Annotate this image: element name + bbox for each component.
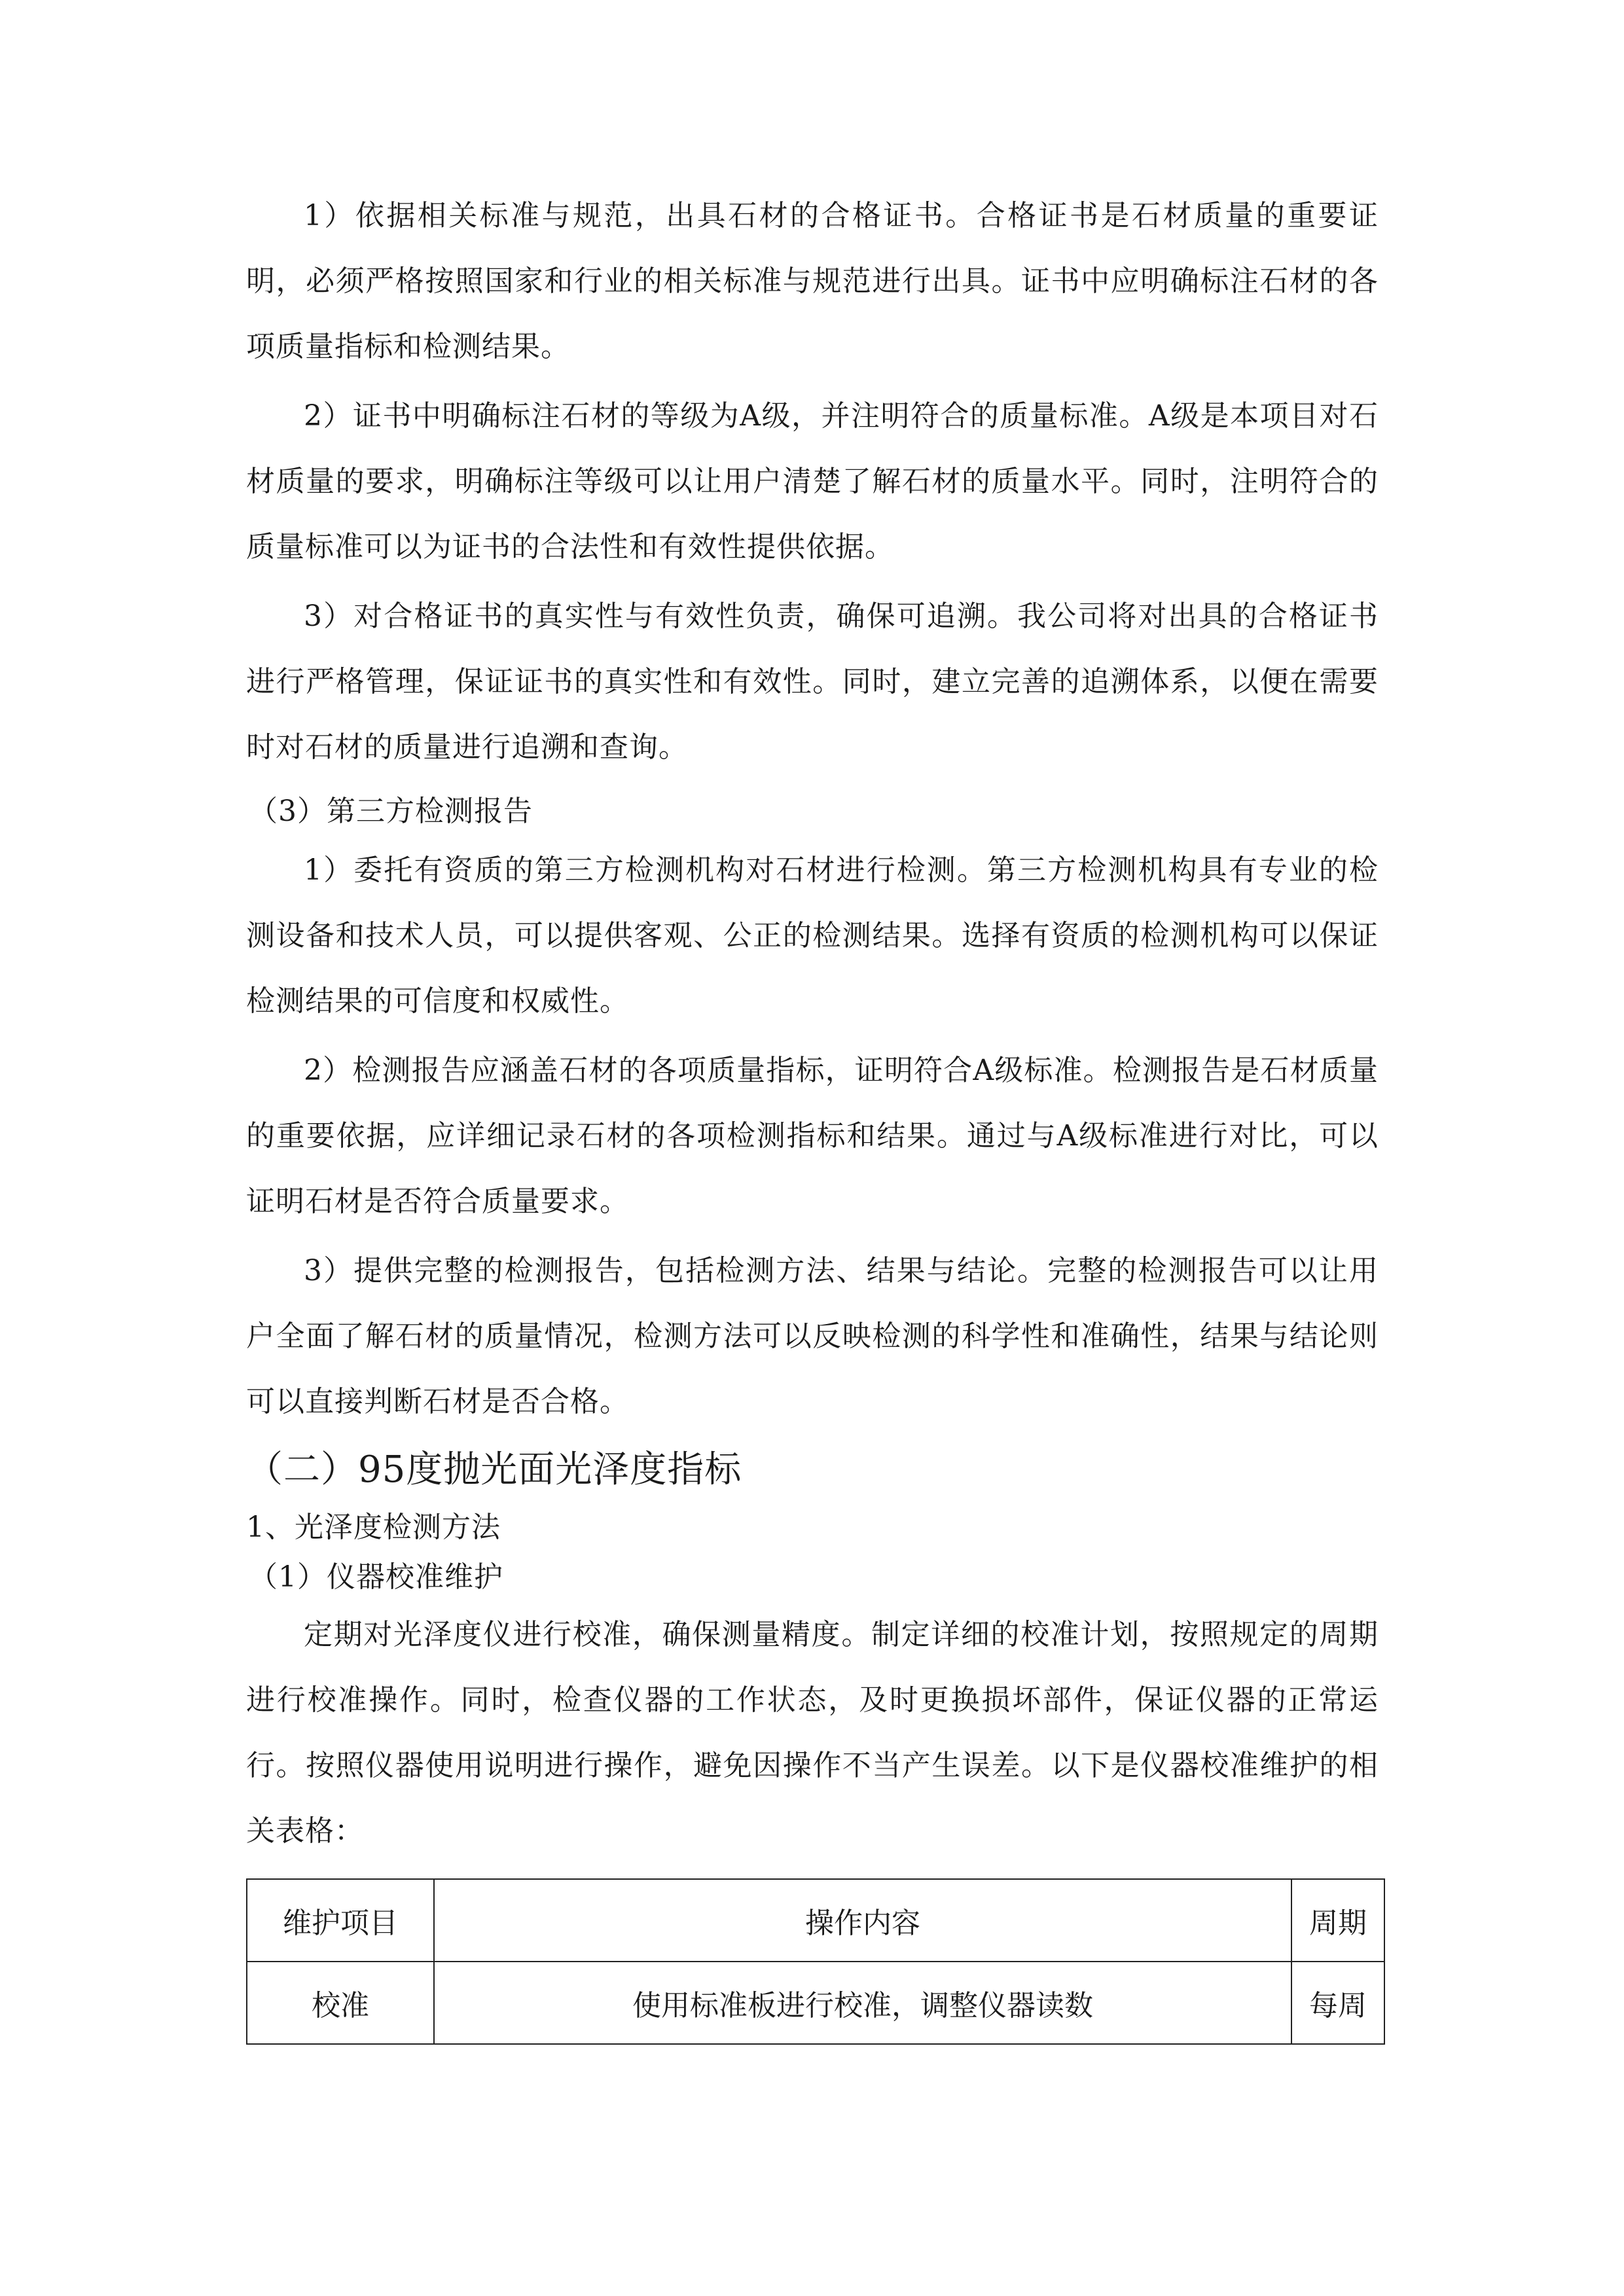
subheading-third-party-report: （3）第三方检测报告 — [249, 795, 533, 828]
section-heading-gloss: （二）95度抛光面光泽度指标 — [246, 1448, 742, 1491]
paragraph-report-3: 3）提供完整的检测报告，包括检测方法、结果与结论。完整的检测报告可以让用户全面了解石材的质量情况，检测方法可以反映检测的科学性和准确性，结果与结论则可以直接判断石材是否合格。 — [246, 1254, 1379, 1418]
paragraph-certificate-3: 3）对合格证书的真实性与有效性负责，确保可追溯。我公司将对出具的合格证书进行严格管理，保证证书的真实性和有效性。同时，建立完善的追溯体系，以便在需要时对石材的质量进行追溯和查询。 — [246, 600, 1379, 764]
table-header-cell: 周期 — [1291, 1879, 1384, 1962]
maintenance-table — [246, 1878, 1385, 2045]
document-page — [246, 183, 1379, 2045]
paragraph-calibration: 定期对光泽度仪进行校准，确保测量精度。制定详细的校准计划，按照规定的周期进行校准操作。同时，检查仪器的工作状态，及时更换损坏部件，保证仪器的正常运行。按照仪器使用说明进行操作，避免因操作不当产生误差。以下是仪器校准维护的相关表格： — [246, 1618, 1379, 1848]
table-header-row — [247, 1879, 1384, 1962]
table-cell: 校准 — [247, 1962, 434, 2044]
paragraph-report-2: 2）检测报告应涵盖石材的各项质量指标，证明符合A级标准。检测报告是石材质量的重要依据，应详细记录石材的各项检测指标和结果。通过与A级标准进行对比，可以证明石材是否符合质量要求。 — [246, 1054, 1379, 1218]
paragraph-report-1: 1）委托有资质的第三方检测机构对石材进行检测。第三方检测机构具有专业的检测设备和技术人员，可以提供客观、公正的检测结果。选择有资质的检测机构可以保证检测结果的可信度和权威性。 — [246, 853, 1379, 1018]
heading-gloss-method: 1、光泽度检测方法 — [246, 1511, 501, 1544]
paragraph-certificate-2: 2）证书中明确标注石材的等级为A级，并注明符合的质量标准。A级是本项目对石材质量的要求，明确标注等级可以让用户清楚了解石材的质量水平。同时，注明符合的质量标准可以为证书的合法性和有效性提供依据。 — [246, 399, 1379, 564]
table-header-cell: 维护项目 — [247, 1879, 434, 1962]
table-header-cell: 操作内容 — [434, 1879, 1291, 1962]
heading-instrument-calibration: （1）仪器校准维护 — [249, 1560, 503, 1594]
table-cell: 每周 — [1291, 1962, 1384, 2044]
paragraph-certificate-1: 1）依据相关标准与规范，出具石材的合格证书。合格证书是石材质量的重要证明，必须严格按照国家和行业的相关标准与规范进行出具。证书中应明确标注石材的各项质量指标和检测结果。 — [246, 199, 1379, 363]
table-row — [247, 1962, 1384, 2044]
table-cell: 使用标准板进行校准，调整仪器读数 — [434, 1962, 1291, 2044]
